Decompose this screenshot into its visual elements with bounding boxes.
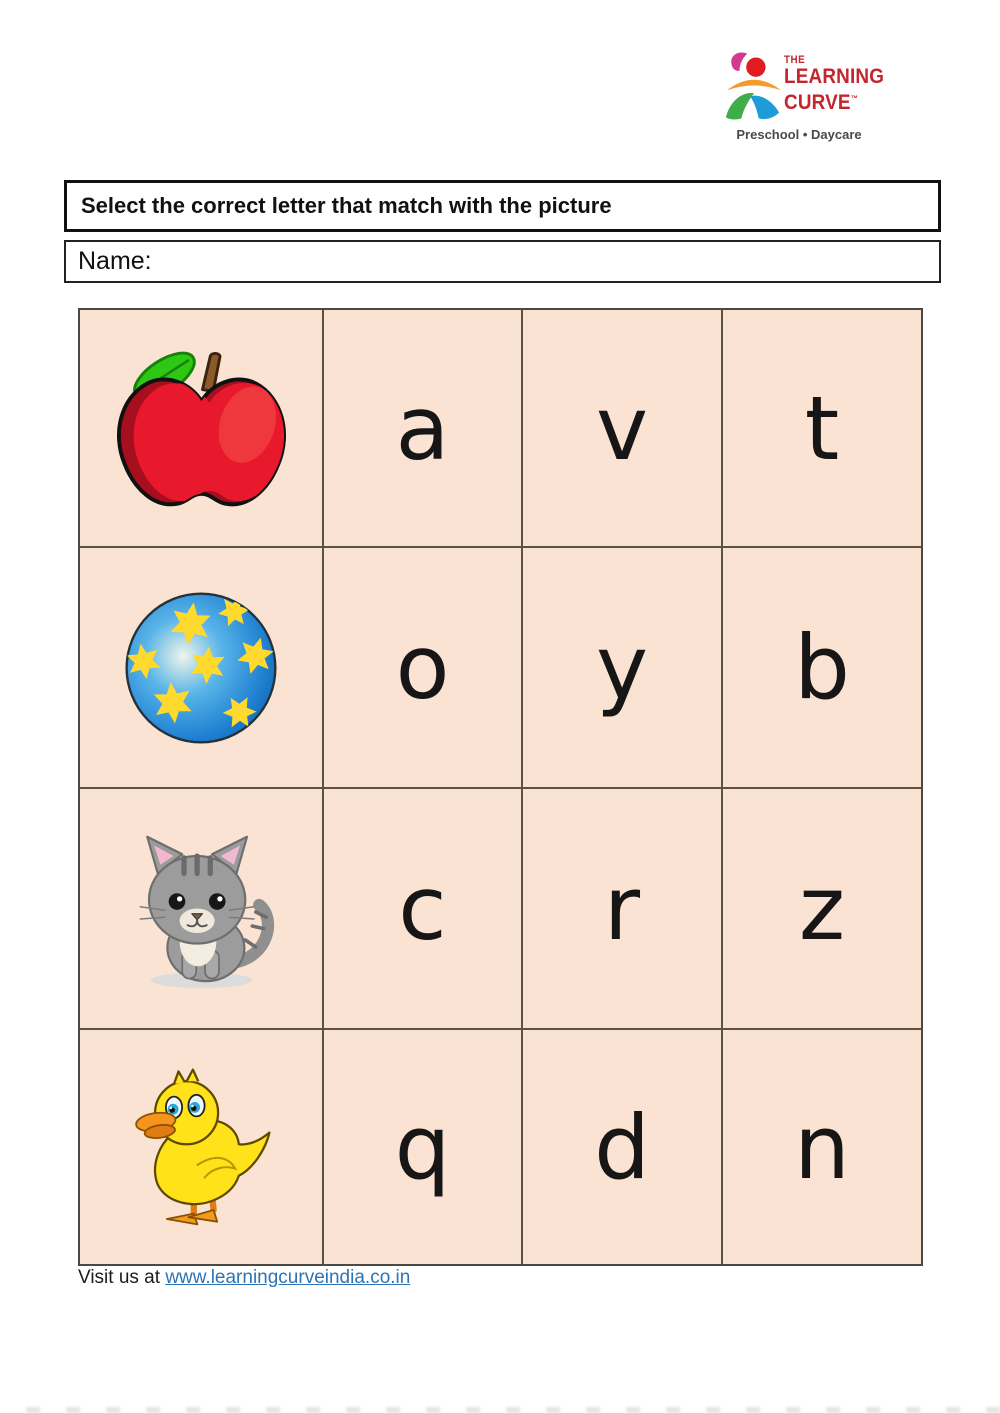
instruction-text: Select the correct letter that match with the picture [81, 193, 612, 218]
logo-curve: CURVE™ [784, 91, 859, 114]
logo-tagline: Preschool • Daycare [736, 127, 862, 142]
letter-option[interactable]: b [723, 548, 921, 787]
logo-figure-icon [724, 50, 782, 124]
footer-text: Visit us at [78, 1267, 166, 1288]
name-label: Name: [78, 247, 152, 275]
letter-option[interactable]: t [723, 310, 921, 546]
trademark-symbol: ™ [850, 94, 859, 103]
logo-the: THE [784, 54, 806, 66]
instruction-box [64, 180, 941, 232]
letter-option[interactable]: z [723, 789, 921, 1028]
letter-option[interactable]: n [723, 1030, 921, 1264]
letter-option[interactable]: q [324, 1030, 521, 1264]
letter-option[interactable]: c [324, 789, 521, 1028]
ball-image [121, 588, 281, 748]
picture-cell-apple [80, 310, 322, 546]
letter-option[interactable]: a [324, 310, 521, 546]
learning-curve-logo [724, 50, 884, 142]
cat-image [114, 821, 289, 996]
worksheet-grid [78, 308, 923, 1266]
next-page-edge [0, 1407, 1000, 1413]
picture-cell-cat [80, 789, 322, 1028]
letter-option[interactable]: o [324, 548, 521, 787]
letter-option[interactable]: d [523, 1030, 721, 1264]
letter-option[interactable]: v [523, 310, 721, 546]
footer [78, 1267, 410, 1289]
name-field[interactable] [64, 240, 941, 283]
letter-option[interactable]: r [523, 789, 721, 1028]
duck-image [111, 1057, 291, 1237]
letter-option[interactable]: y [523, 548, 721, 787]
website-link[interactable]: www.learningcurveindia.co.in [165, 1267, 411, 1288]
picture-cell-duck [80, 1030, 322, 1264]
apple-image [104, 331, 299, 526]
logo-learning: LEARNING [784, 65, 885, 88]
picture-cell-ball [80, 548, 322, 787]
